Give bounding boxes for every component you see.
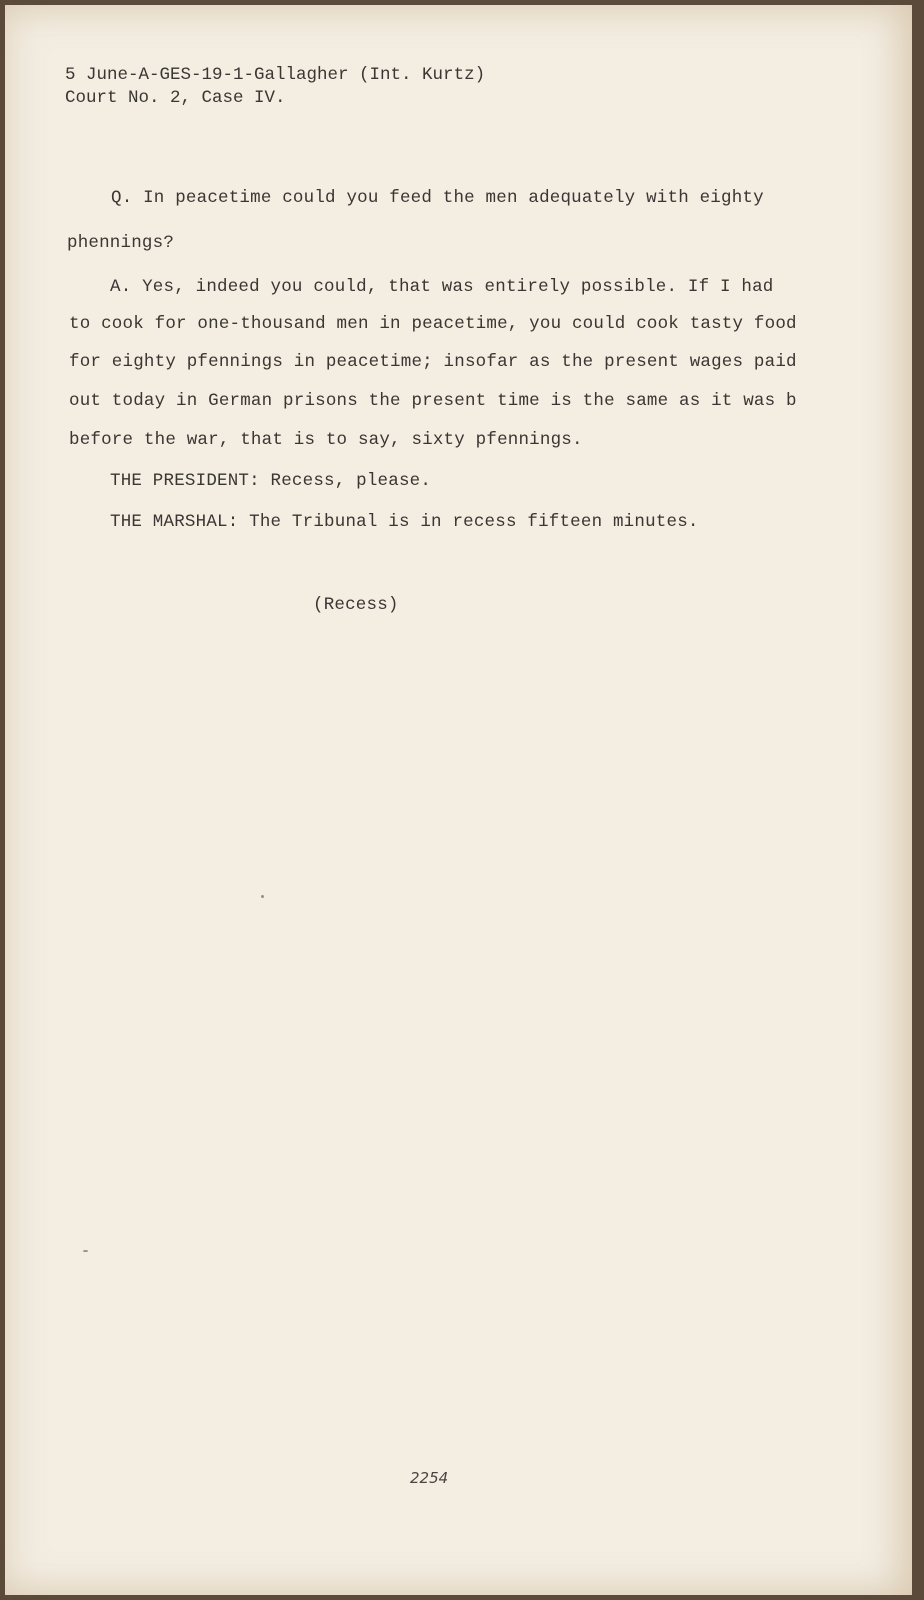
marshal-statement: THE MARSHAL: The Tribunal is in recess fifteen minutes. — [110, 512, 699, 532]
answer-line-1: A. Yes, indeed you could, that was entirely possible. If I had — [110, 277, 774, 297]
header-session-line: 5 June-A-GES-19-1-Gallagher (Int. Kurtz) — [65, 65, 486, 85]
question-line-2: phennings? — [67, 233, 175, 253]
answer-line-3: for eighty pfennings in peacetime; insofar as the present wages paid — [69, 352, 797, 372]
paper-speck — [261, 895, 264, 898]
document-page — [5, 5, 912, 1595]
recess-note: (Recess) — [313, 595, 399, 615]
page-number: 2254 — [410, 1469, 449, 1487]
paper-speck — [83, 1250, 88, 1252]
answer-line-5: before the war, that is to say, sixty pfennings. — [69, 430, 583, 450]
question-line-1: Q. In peacetime could you feed the men adequately with eighty — [111, 188, 764, 208]
answer-line-2: to cook for one-thousand men in peacetime, you could cook tasty food — [69, 314, 797, 334]
answer-line-4: out today in German prisons the present time is the same as it was b — [69, 391, 797, 411]
header-court-line: Court No. 2, Case IV. — [65, 88, 286, 108]
president-statement: THE PRESIDENT: Recess, please. — [110, 471, 432, 491]
